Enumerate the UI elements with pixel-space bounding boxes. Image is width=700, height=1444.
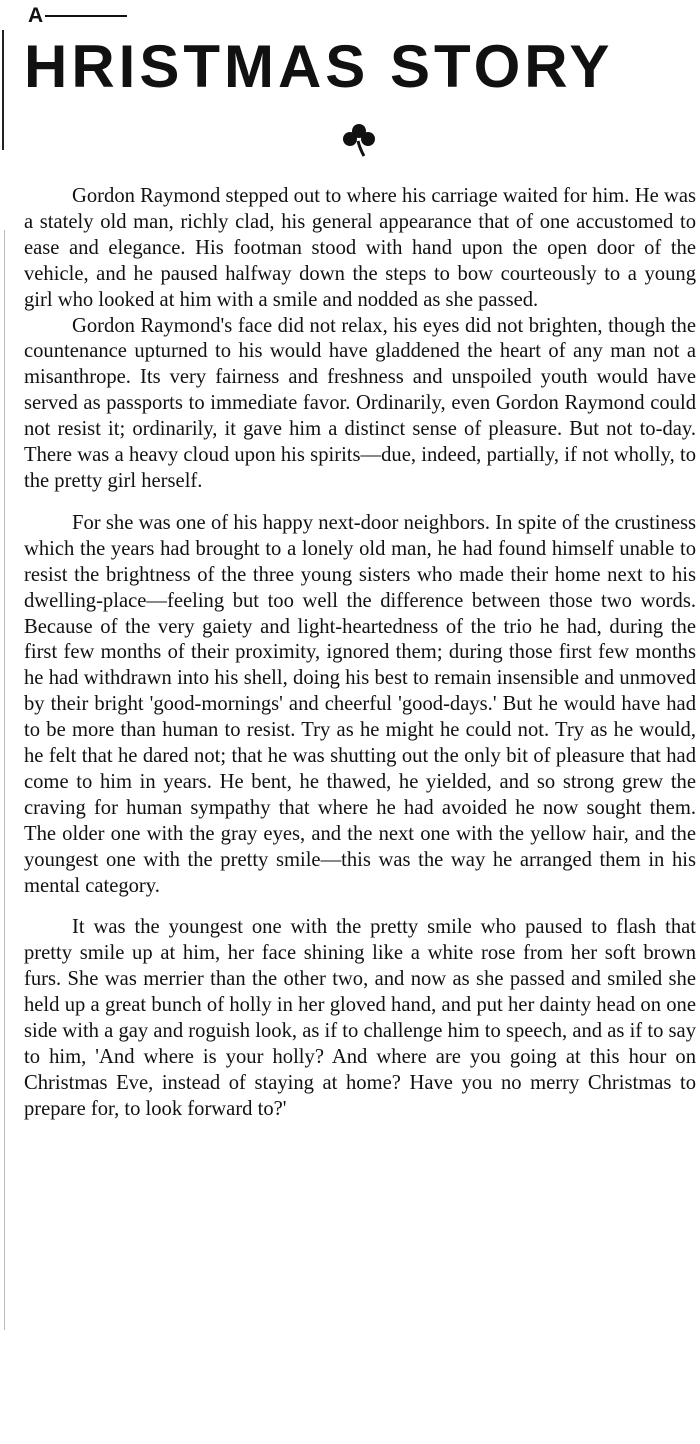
column-rule-top xyxy=(2,30,4,150)
paragraph-4: It was the youngest one with the pretty smile who paused to flash that pretty smile up at him, her face shining like a white rose from her soft brown furs. She was merrier than the other two, and now as she passed and smiled she held up a great bunch of holly in her gloved hand, and put her dainty head on one side with a gay and roguish look, as if to challenge him to speech, and as if to say to him, 'And where is your holly? And where are you going at this hour on Christmas Eve, instead of staying at home? Have you no merry Christmas to prepare for, to look forward to?' xyxy=(24,916,696,1120)
column-rule xyxy=(4,230,5,1330)
headline: HRISTMAS STORY xyxy=(24,33,614,100)
paragraph-2: Gordon Raymond's face did not relax, his eyes did not brighten, though the countenance upturned to his would have gladdened the heart of any man not a misanthrope. Its very fairness and freshness and unspoiled youth would have served as passports to immediate favor. Ordinarily, even Gordon Raymond could not resist it; ordinarily, it gave him a distinct sense of pleasure. But not to-day. There was a heavy cloud upon his spirits—due, indeed, partially, if not wholly, to the pretty girl herself. xyxy=(24,314,696,492)
kicker-text: A xyxy=(28,4,44,27)
shamrock-icon xyxy=(341,122,377,158)
paragraph-3: For she was one of his happy next-door neighbors. In spite of the crustiness which the years had brought to a lonely old man, he had found himself unable to resist the brightness of the three young sisters who made their home next to his dwelling-place—feeling but too well the difference between those two words. Because of the very gaiety and light-heartedness of the trio he had, during the first few months of their proximity, ignored them; during those first few months he had withdrawn into his shell, doing his best to remain insensible and unmoved by their bright 'good-mornings' and cheerful 'good-days.' But he would have had to be more than human to resist. Try as he might he could not. Try as he would, he felt that he dared not; that he was shutting out the only bit of pleasure that had come to him in years. He bent, he thawed, he yielded, and so strong grew the craving for human sympathy that where he had avoided he now sought them. The older one with the gray eyes, and the next one with the yellow hair, and the youngest one with the pretty smile—this was the way he arranged them in his mental category. xyxy=(24,511,696,897)
paragraph-1: Gordon Raymond stepped out to where his carriage waited for him. He was a stately old man, richly clad, his general appearance that of one accustomed to ease and elegance. His footman stood with hand upon the open door of the vehicle, and he paused halfway down the steps to bow courteously to a young girl who looked at him with a smile and nodded as she passed. xyxy=(24,185,696,311)
kicker-rule xyxy=(45,15,127,17)
headline-kicker xyxy=(28,4,127,28)
article-body xyxy=(24,184,696,1123)
